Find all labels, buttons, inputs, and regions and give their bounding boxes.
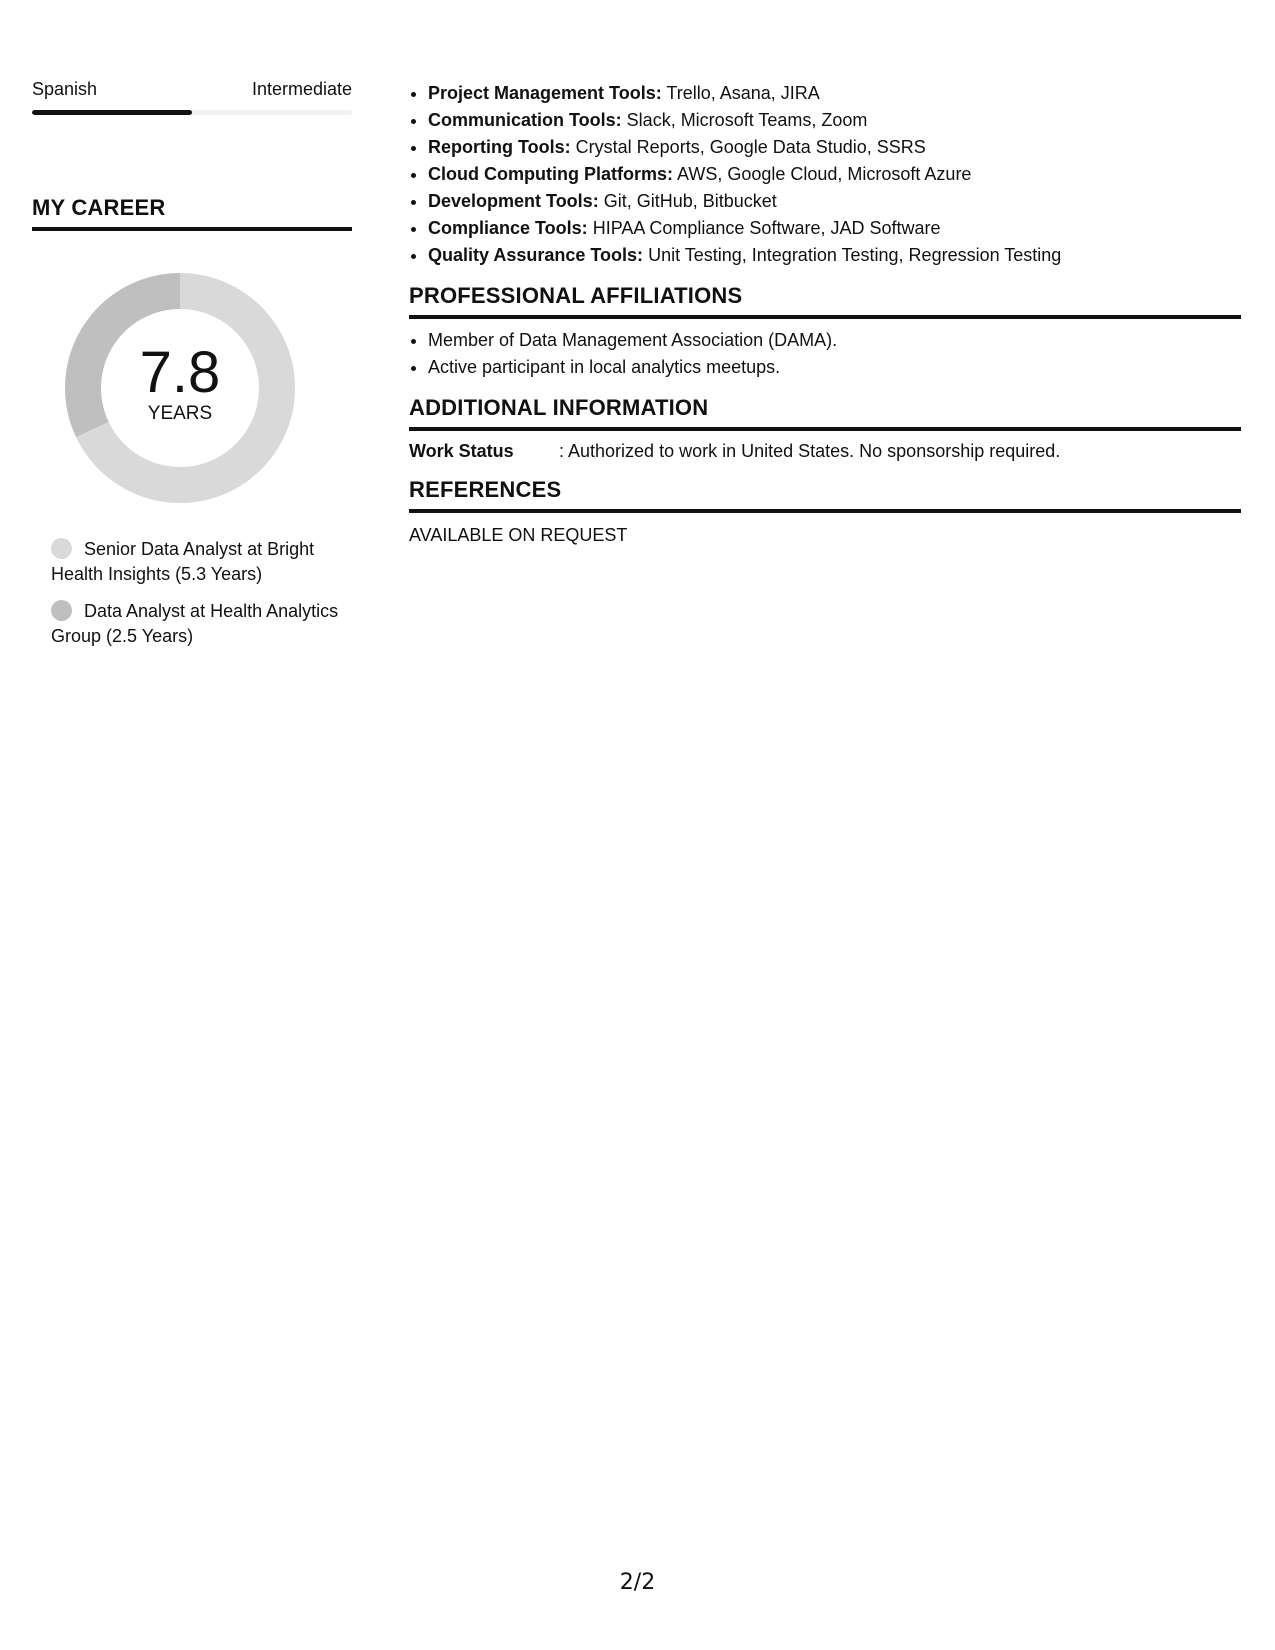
- references-section-title: REFERENCES: [409, 477, 1241, 513]
- career-legend-item: [51, 537, 341, 587]
- language-proficiency-bar: [32, 110, 352, 115]
- tool-values: Git, GitHub, Bitbucket: [598, 191, 777, 211]
- career-section-title: MY CAREER: [32, 195, 352, 231]
- tool-category: Cloud Computing Platforms:: [428, 164, 673, 184]
- career-legend-item: [51, 599, 341, 649]
- tools-list-item: [428, 188, 1241, 215]
- tool-values: Unit Testing, Integration Testing, Regression Testing: [643, 245, 1062, 265]
- tools-list-item: [428, 215, 1241, 242]
- tools-list-item: [428, 242, 1241, 269]
- tool-category: Reporting Tools:: [428, 137, 571, 157]
- tool-values: Crystal Reports, Google Data Studio, SSRS: [570, 137, 926, 157]
- tools-list-item: [428, 134, 1241, 161]
- donut-center: [65, 273, 295, 503]
- tool-category: Quality Assurance Tools:: [428, 245, 644, 265]
- tool-category: Development Tools:: [428, 191, 599, 211]
- affiliations-list: [409, 327, 1241, 381]
- affiliation-item: • Member of Data Management Association (DAMA).: [428, 327, 1241, 354]
- tools-list-item: [428, 107, 1241, 134]
- page-number: 2/2: [619, 1570, 656, 1595]
- tool-values: HIPAA Compliance Software, JAD Software: [587, 218, 941, 238]
- career-donut-chart: [65, 273, 295, 503]
- affiliation-item: • Active participant in local analytics meetups.: [428, 354, 1241, 381]
- right-column: [409, 80, 1241, 547]
- work-status-value: : Authorized to work in United States. No sponsorship required.: [559, 441, 1061, 461]
- career-legend: [32, 537, 341, 649]
- additional-info-section-title: ADDITIONAL INFORMATION: [409, 395, 1241, 431]
- legend-dot-icon: [51, 600, 72, 621]
- references-text: AVAILABLE ON REQUEST: [409, 525, 628, 545]
- legend-dot-icon: [51, 538, 72, 559]
- work-status-row: [409, 439, 1241, 463]
- tool-values: Trello, Asana, JIRA: [661, 83, 820, 103]
- tools-list: [409, 80, 1241, 269]
- language-name: Spanish: [32, 79, 98, 99]
- language-row: [32, 78, 352, 100]
- total-years-unit: YEARS: [147, 403, 213, 424]
- tools-list-item: [428, 161, 1241, 188]
- tool-values: Slack, Microsoft Teams, Zoom: [621, 110, 868, 130]
- affiliations-section-title: PROFESSIONAL AFFILIATIONS: [409, 283, 1241, 319]
- career-legend-label: Senior Data Analyst at Bright Health Insights (5.3 Years): [51, 539, 315, 584]
- left-column: [32, 78, 352, 661]
- tool-category: Project Management Tools:: [428, 83, 662, 103]
- language-proficiency-fill: [32, 110, 192, 115]
- career-legend-label: Data Analyst at Health Analytics Group (2.5 Years): [51, 601, 339, 646]
- tool-category: Compliance Tools:: [428, 218, 588, 238]
- work-status-label: Work Status: [409, 441, 514, 461]
- tool-values: AWS, Google Cloud, Microsoft Azure: [672, 164, 972, 184]
- tools-list-item: [428, 80, 1241, 107]
- tool-category: Communication Tools:: [428, 110, 622, 130]
- total-years-value: 7.8: [139, 340, 221, 405]
- language-level: Intermediate: [251, 79, 352, 99]
